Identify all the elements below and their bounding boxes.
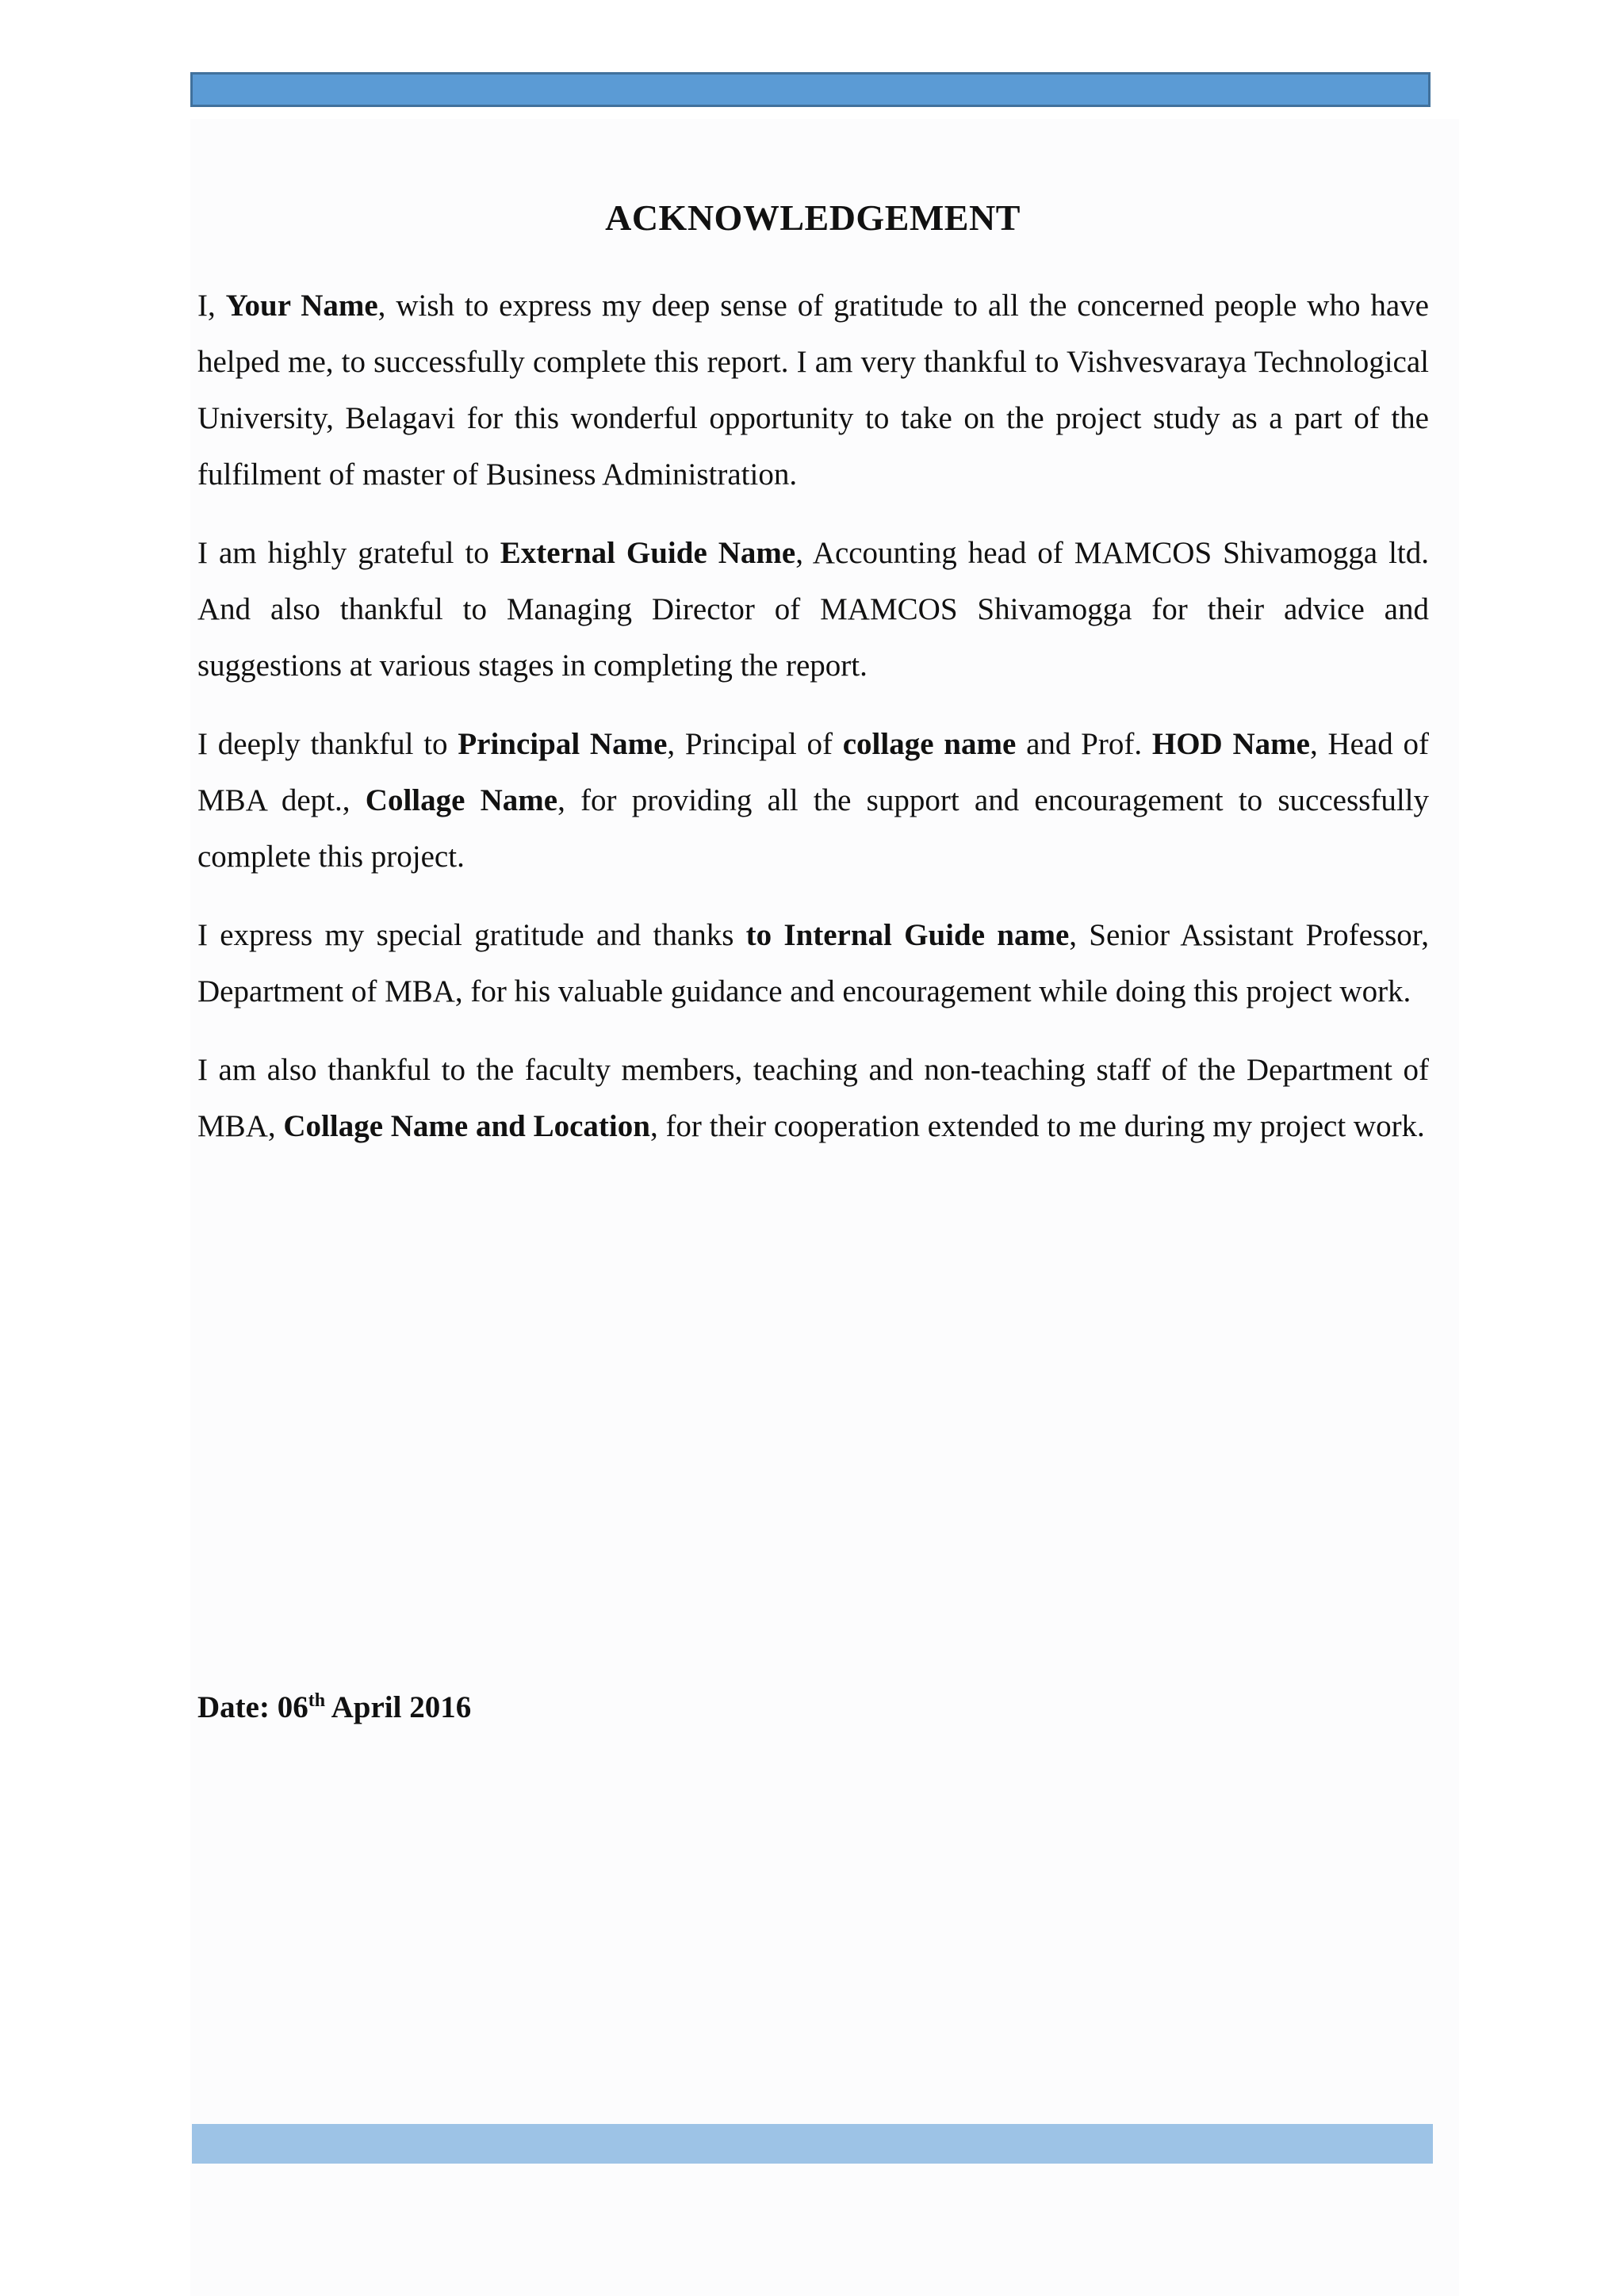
text-run: I am also thankful to the faculty members, teaching and non-teaching staff of the Department of MBA, — [197, 1053, 1429, 1143]
text-run: I, — [197, 289, 226, 323]
paragraph — [197, 277, 1429, 503]
date-line — [197, 1684, 471, 1732]
text-run: and Prof. — [1016, 727, 1152, 761]
bold-text: to Internal Guide name — [745, 918, 1070, 952]
bold-text: collage name — [842, 727, 1017, 761]
bold-text: Principal Name — [458, 727, 668, 761]
text-run: I deeply thankful to — [197, 727, 458, 761]
text-run: , Head of MBA dept., — [197, 727, 1429, 817]
bold-text: HOD Name — [1151, 727, 1310, 761]
page-title: ACKNOWLEDGEMENT — [605, 197, 1021, 238]
paragraph — [197, 1042, 1429, 1154]
acknowledgement-body — [197, 277, 1429, 1177]
date-rest: April 2016 — [325, 1690, 472, 1724]
paragraph — [197, 716, 1429, 885]
bold-text: External Guide Name — [500, 536, 796, 570]
date-superscript: th — [308, 1690, 326, 1711]
footer-bar — [192, 2124, 1433, 2164]
text-run: , for their cooperation extended to me during my project work. — [649, 1109, 1425, 1143]
text-run: I am highly grateful to — [197, 536, 500, 570]
paragraph — [197, 525, 1429, 694]
date-label: Date: 06 — [197, 1690, 308, 1724]
header-bar — [190, 72, 1431, 107]
bold-text: Collage Name — [365, 783, 558, 817]
paragraph — [197, 907, 1429, 1020]
text-run: , Principal of — [667, 727, 843, 761]
bold-text: Your Name — [225, 289, 378, 323]
text-run: I express my special gratitude and thanks — [197, 918, 746, 952]
text-run: , wish to express my deep sense of gratitude to all the concerned people who have helped me, to successfully complete this report. I am very thankful to Vishvesvaraya Technological University, Belagavi for this wonderful opportunity to take on the project study as a part of the fulfilment of master of Business Administration. — [197, 289, 1429, 492]
bold-text: Collage Name and Location — [283, 1109, 650, 1143]
text-run: , for providing all the support and encouragement to successfully complete this project. — [197, 783, 1430, 874]
text-run: , Senior Assistant Professor, Department of MBA, for his valuable guidance and encouragement while doing this project work. — [197, 918, 1429, 1008]
text-run: , Accounting head of MAMCOS Shivamogga ltd. And also thankful to Managing Director of MAMCOS Shivamogga for their advice and suggestions at various stages in completing the report. — [197, 536, 1430, 683]
